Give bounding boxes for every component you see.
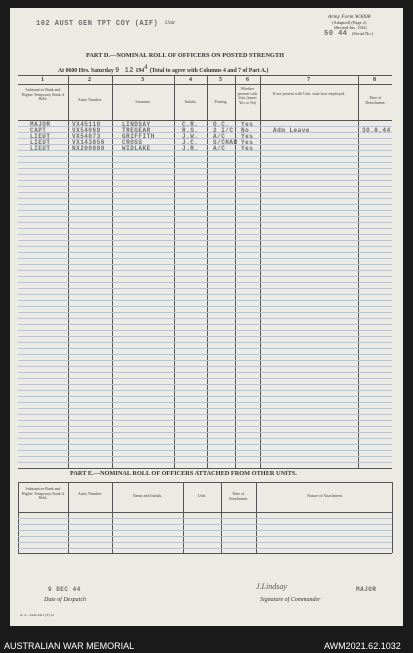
despatch-date: 9 DEC 44 (48, 586, 81, 593)
ruled-line (18, 524, 392, 525)
row-4-present: Yes (241, 139, 254, 146)
col-header-posting: Posting. (214, 99, 228, 104)
year-suffix: 4 (144, 64, 149, 71)
despatch-label: Date of Despatch (44, 597, 86, 603)
unit-label: Unit (165, 20, 175, 26)
serial-label: (Serial No.) (352, 31, 374, 36)
row-5-initials: J.R. (182, 145, 199, 152)
commander-signature: J.Lindsay (256, 582, 287, 591)
col-header-detachment: Date of Detachment. (365, 95, 386, 105)
col-number-3: 3 (141, 77, 144, 83)
col-header-surname: Surname. (135, 99, 151, 104)
roll-date: 9 12 (115, 67, 134, 75)
commander-label: Signature of Commander (260, 597, 321, 603)
row-5-present: Yes (241, 145, 254, 152)
row-3-posting: A/C (213, 133, 226, 140)
col-header-rank: Substantive Rank and Higher Temporary Rank if Held. (21, 87, 65, 102)
col-number-4: 4 (189, 77, 192, 83)
part-e-title: PART E.—NOMINAL ROLL OF OFFICERS ATTACHED FROM OTHER UNITS. (70, 470, 297, 477)
row-2-rank: CAPT (30, 127, 47, 134)
subtitle-prefix: At 0600 Hrs. Saturday (58, 68, 114, 74)
col-header-employed: If not present with Unit, state how employed. (272, 91, 346, 96)
row-3-present: Yes (241, 133, 254, 140)
col-number-6: 6 (246, 77, 249, 83)
row-4-surname: CROSS (122, 139, 143, 146)
row-2-employment: Adm Leave (273, 127, 310, 134)
part-e-table (10, 8, 403, 568)
row-1-posting: O.C. (213, 121, 230, 128)
row-1-initials: C.R. (182, 121, 199, 128)
e-header-name: Name and Initials. (132, 493, 163, 498)
serial-number: 50 44 (324, 30, 348, 38)
row-3-army-number: VX54073 (72, 133, 101, 140)
row-3-initials: J.W. (182, 133, 199, 140)
e-header-army-number: Army Number. (77, 491, 103, 496)
col-number-2: 2 (88, 77, 91, 83)
ruled-line (18, 548, 392, 549)
row-5-rank: LIEUT (30, 145, 51, 152)
row-5-army-number: NX200880 (72, 145, 105, 152)
print-code: A. 3—1944 3411 (T) 12 (20, 613, 54, 617)
row-2-surname: TREGEAR (122, 127, 151, 134)
year-prefix: 194 (135, 68, 145, 74)
row-4-army-number: VX143856 (72, 139, 105, 146)
caption-right: AWM2021.62.1032 (324, 641, 401, 651)
ruled-line (18, 536, 392, 537)
row-3-surname: GRIFFITH (122, 133, 155, 140)
ruled-line (18, 542, 392, 543)
row-4-initials: J.C. (182, 139, 199, 146)
row-1-army-number: VX45110 (72, 121, 101, 128)
ruled-line (18, 530, 392, 531)
row-2-posting: 2 I/C (213, 127, 234, 134)
col-header-present: Whether present with Unit (insert Yes or No) (237, 86, 258, 105)
part-d-title: PART D.—NOMINAL ROLL OF OFFICERS ON POSTED STRENGTH (86, 52, 285, 59)
e-header-rank: Substantive Rank and Higher Temporary Rank if Held. (21, 486, 65, 501)
subtitle-suffix: (Total to agree with Columns 4 and 7 of Part A.) (149, 68, 269, 74)
row-1-present: Yes (241, 121, 254, 128)
e-header-date: Date of Attachment. (228, 491, 249, 501)
document-sheet (10, 8, 403, 626)
row-3-rank: LIEUT (30, 133, 51, 140)
row-2-initials: R.S. (182, 127, 199, 134)
row-5-posting: A/C (213, 145, 226, 152)
col-header-initials: Initials. (184, 99, 197, 104)
unit-name: 102 AUST GEN TPT COY (AIF) (36, 20, 159, 28)
col-number-8: 8 (373, 77, 376, 83)
form-revised: (Revised Jan., 1942) (334, 25, 367, 30)
commander-rank: MAJOR (356, 586, 377, 593)
row-4-rank: LIEUT (30, 139, 51, 146)
row-4-posting: S/CHAR (213, 139, 238, 146)
row-5-surname: WIDLAKE (122, 145, 151, 152)
col-number-1: 1 (41, 77, 44, 83)
row-1-rank: MAJOR (30, 121, 51, 128)
e-header-nature: Nature of Attachment. (307, 493, 343, 498)
row-1-surname: LINDSAY (122, 121, 151, 128)
col-header-army-number: Army Number. (77, 97, 103, 102)
form-number: Army Form W3008 (328, 14, 371, 20)
col-number-7: 7 (307, 77, 310, 83)
col-number-5: 5 (219, 77, 222, 83)
row-2-detachment: 30.8.44 (362, 127, 391, 134)
caption-left: AUSTRALIAN WAR MEMORIAL (4, 641, 135, 651)
ruled-line (18, 518, 392, 519)
row-2-present: No (241, 127, 250, 134)
caption-bar (0, 626, 413, 653)
form-adapted: (Adapted) (Page 2) (332, 20, 367, 25)
row-2-army-number: VX54069 (72, 127, 101, 134)
e-header-unit: Unit. (197, 493, 207, 498)
